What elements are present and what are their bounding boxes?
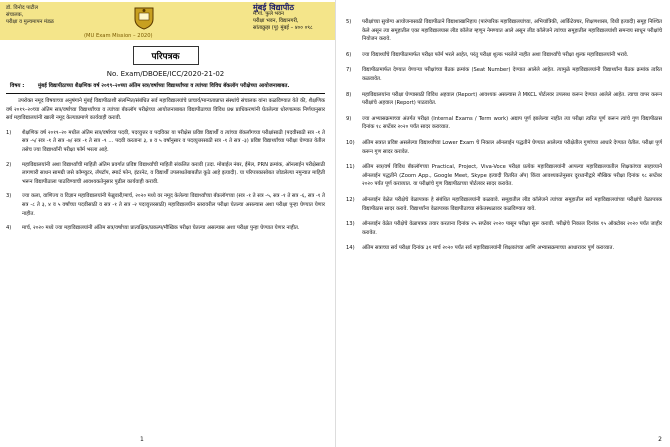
director-title: संचालक,: [6, 12, 24, 18]
left-item-list: [6, 129, 325, 233]
item-text: अंतिम सत्र/वर्ष विविध बॅकलॉगच्या Practical, Project, Viva-Voce परीक्षा प्रत्येक महाविद्यालयांनी आपल्या महाविद्यालयातील शिक्षकांच्या साहाय्याने ऑनलाईन पद्धतीने (Zoom App., Google Meet, Skype इत्यादी वितरित अ‍ॅप) किंवा आवश्यकतेनुसार दूरध्वनीद्वारे मौखिक परीक्षा दिनांक १८ सप्टेंबर २०२० पर्यंत पूर्ण कराव्यात. या परीक्षांचे गुण विद्यापीठाच्या पोर्टलवर सादर करावेत.: [362, 164, 662, 188]
list-item: [346, 196, 662, 213]
list-item: [6, 192, 325, 218]
subject-line: [6, 82, 325, 90]
list-item: [6, 129, 325, 155]
university-name: मुंबई विद्यापीठ: [253, 3, 294, 12]
page-number: 2: [658, 436, 662, 443]
item-number: 12): [346, 196, 355, 203]
address-line-2: परीक्षा भवन, विद्यानगरी,: [253, 18, 299, 24]
item-number: 2): [6, 161, 12, 168]
list-item: [346, 91, 662, 108]
item-text: परीक्षांच्या सुयोग्य आयोजनासाठी विद्यापीठाने विद्याशाखानिहाय (पारंपारिक महाविद्यालयांच्या, अभियांत्रिकी, आर्किटेक्चर, शिक्षणशास्त्र, विधी इत्यादी) समूह निश्चित केले असून त्या समूहातील एका महाविद्यालयास लीड कॉलेज म्हणून नेमण्यात आले असून लीड कॉलेजने त्यांच्या समूहातील महाविद्यालयांशी समन्वय साधून परीक्षांचे नियोजन करावे.: [362, 19, 662, 43]
item-text: ऑनलाईन वेळेत परीक्षेचे वेळापत्रक तयार करताना दिनांक २५ सप्टेंबर २०२० पासून परीक्षा सुरू करावी. परीक्षेचे निकाल दिनांक १५ ऑक्टोबर २०२० पर्यंत जाहीर करावेत.: [362, 221, 662, 236]
letterhead: [0, 2, 335, 40]
item-number: 13): [346, 221, 355, 228]
item-number: 8): [346, 91, 352, 98]
address-line-3: सांताक्रुझ (पू) मुंबई – ४०० ०९८: [253, 25, 313, 31]
list-item: [6, 161, 325, 187]
circular-title: परिपत्रक: [133, 46, 199, 65]
list-item: [346, 18, 662, 44]
exam-mission: (MU Exam Mission – 2020): [84, 33, 153, 39]
item-number: 7): [346, 67, 352, 74]
subject-text: मुंबई विद्यापीठाच्या शैक्षणिक वर्ष २०१९–२०च्या अंतिम सत्र/वर्षाच्या विद्यार्थ्यांच्या व त्यांच्या विविध बॅकलॉग परीक्षेच्या आयोजनाबाबत.: [38, 83, 290, 89]
item-text: विद्यापीठामार्फत देण्यात येणाऱ्या परीक्षांच्या बैठक क्रमांक (Seat Number) देण्यात आलेले आहेत. त्यामुळे महाविद्यालयांनी विद्यार्थ्यांना बैठक क्रमांक त्वरित कळवावेत.: [362, 67, 662, 82]
page-number: 1: [140, 436, 144, 443]
director-dept: परीक्षा व मुल्यमापन मंडळ: [6, 19, 54, 25]
list-item: [346, 163, 662, 189]
list-item: [346, 244, 662, 253]
item-text: महाविद्यालयांना परीक्षा घेण्यासाठी विविध अहवाल (Report) आवश्यक असल्यास ते MKCL पोर्टलवर उपलब्ध करून देण्यात आलेले आहेत. त्याचा वापर करून परीक्षांचे अहवाल (Report) पाठवावेत.: [362, 91, 662, 107]
list-item: [346, 220, 662, 237]
list-item: [346, 51, 662, 60]
item-number: 14): [346, 245, 355, 252]
item-text: ऑनलाईन वेळेत परीक्षेचे वेळापत्रक हे संबंधित महाविद्यालयांनी कळवावे. समूहातील लीड कॉलेजने त्यांच्या समूहातील सर्व महाविद्यालयांच्या परीक्षांचे वेळापत्रक विद्यापीठास सादर करावे. विद्यार्थ्यांना वेळापत्रक विद्यापीठाच्या संकेतस्थळावर कळविण्यात यावे.: [362, 196, 662, 212]
list-item: [346, 115, 662, 132]
divider: [6, 93, 325, 94]
item-number: 9): [346, 115, 352, 122]
item-text: शैक्षणिक वर्ष २०१९–२० मधील अंतिम सत्र/वर्षाच्या पदवी, पदव्युत्तर व पदविका या परीक्षेस प्रविष्ट विद्यार्थी व त्यांच्या बॅकलॉगच्या परीक्षांसाठी (पदवीसाठी सत्र -१ ते सत्र -५/ सत्र -१ ते सत्र -७/ सत्र -१ ते सत्र -९ ... पदवी करताना ३, ४ व ५ वर्षांनुसार व पदव्युत्तरसाठी सत्र -१ ते सत्र -३) प्रविष्ट विद्यार्थ्यांच्या परीक्षा घेण्यात येतील तसेच ज्या विद्यार्थ्यांनी परीक्षा फॉर्म भरला आहे.: [22, 129, 325, 153]
list-item: [346, 139, 662, 156]
university-crest-icon: [132, 6, 156, 30]
list-item: [6, 224, 325, 233]
intro-paragraph: उपरोक्त नमूद विषयाच्या अनुषंगाने मुंबई विद्यापीठाशी संलग्नित/संबंधित सर्व महाविद्यालयांचे प्राचार्य/मान्यताप्राप्त संस्थांचे संचालक यांना कळविण्यात येते की, शैक्षणिक वर्ष २०१९–२०च्या अंतिम सत्र/वर्षाच्या विद्यार्थ्यांच्या व त्यांच्या बॅकलॉग परीक्षेच्या आयोजनाबाबत विद्यापीठाच्या विविध प्रश्न प्राधिकरणांनी घेतलेल्या धोरणात्मक निर्णयानुसार सर्व महाविद्यालयांनी खाली नमूद केल्याप्रमाणे कार्यवाही करावी.: [6, 98, 325, 122]
reference-number: No. Exam/DBOEE/ICC/2020-21-02: [106, 70, 225, 78]
item-text: अंतिम सत्राच्या सर्व परीक्षा दिनांक ३१ मार्च २०२० पर्यंत सर्व महाविद्यालयांनी शिक्षकांच्या आणि अभ्यासक्रमाच्या आधारावर पूर्ण कराव्यात.: [362, 245, 615, 252]
director-name: डॉ. विनोद पाटील: [6, 5, 39, 11]
university-address: [253, 4, 325, 32]
item-number: 10): [346, 139, 355, 146]
right-item-list: [346, 18, 662, 253]
item-text: ज्या कला, वाणिज्य व विज्ञान महाविद्यालयांनी फेब्रुवारी/मार्च, २०२० मध्ये वर नमूद केलेल्या विद्यार्थ्यांच्या बॅकलॉगच्या (सत्र -१ ते सत्र -५, सत्र -१ ते सत्र -६, सत्र -१ ते सत्र -८ ते ३, ४ व ५ वर्षांच्या पदवीसाठी व सत्र -१ ते सत्र -२ पदव्युत्तरसाठी) महाविद्यालयीन स्तरावरील परीक्षा घेतल्या असल्यास अशा परीक्षा पुन्हा घेण्यात येणार नाहीत.: [22, 193, 326, 217]
item-number: 6): [346, 51, 352, 58]
item-text: मार्च, २०२० मध्ये ज्या महाविद्यालयांनी अंतिम सत्र/वर्षाच्या प्रात्यक्षिक/प्रकल्प/मौखिक परीक्षा घेतल्या असल्यास अशा परीक्षा पुन्हा घेण्यात येणार नाहीत.: [22, 225, 300, 232]
item-number: 1): [6, 129, 12, 136]
item-number: 11): [346, 164, 355, 171]
item-number: 4): [6, 225, 12, 232]
item-text: महाविद्यालयांनी अशा विद्यार्थ्यांची माहिती अंतिम प्रवर्गात प्रविष्ट विद्यार्थ्यांची माहिती संकलित करावी (उदा. मोबाईल नंबर, ईमेल, PRN क्रमांक, ऑनलाईन परीक्षेसाठी लागणारी साधन सामग्री जसे कॉम्प्युटर, लॅपटॉप, स्मार्ट फोन, इंटरनेट, व विद्यार्थी उपलब्धतेबाबतीत कुठे आहे इत्यादी). या परिपत्रकासोबत जोडलेल्या नमुन्यात माहिती भरून विद्यापीठाला पाठविण्याची आवश्यकतेनुसार पुढील कार्यवाही करावी.: [22, 161, 325, 185]
item-text: ज्या अभ्यासक्रमाच्या अंतर्गत परीक्षा (Internal Exams / Term work) अद्याप पूर्ण झालेल्या नाहीत त्या परीक्षा त्वरित पूर्ण करून त्यांचे गुण विद्यापीठास दिनांक १८ सप्टेंबर २०२० पर्यंत सादर कराव्यात.: [362, 115, 662, 131]
director-block: [6, 5, 54, 26]
item-number: 5): [346, 19, 352, 25]
list-item: [346, 66, 662, 83]
page-2: [335, 0, 670, 447]
address-line-1: म.गां. फुले भवन: [253, 11, 284, 17]
item-number: 3): [6, 193, 12, 200]
item-text: ज्या विद्यार्थ्यांचे विद्यापीठामार्फत परीक्षा फॉर्म भरले आहेत, परंतु परीक्षा शुल्क भरलेले नाहीत अशा विद्यार्थ्यांचे परीक्षा शुल्क महाविद्यालयांनी भरावे.: [362, 51, 629, 58]
subject-label: विषय :: [10, 83, 25, 89]
item-text: अंतिम सत्रात प्रविष्ट असलेल्या विद्यार्थ्यांच्या Lower Exam चे निकाल ऑनलाईन पद्धतीने घेण्यात आलेल्या परीक्षेतील गुणांच्या आधारे देण्यात येतील. परीक्षा पूर्ण करून गुण सादर करावेत.: [362, 139, 662, 155]
